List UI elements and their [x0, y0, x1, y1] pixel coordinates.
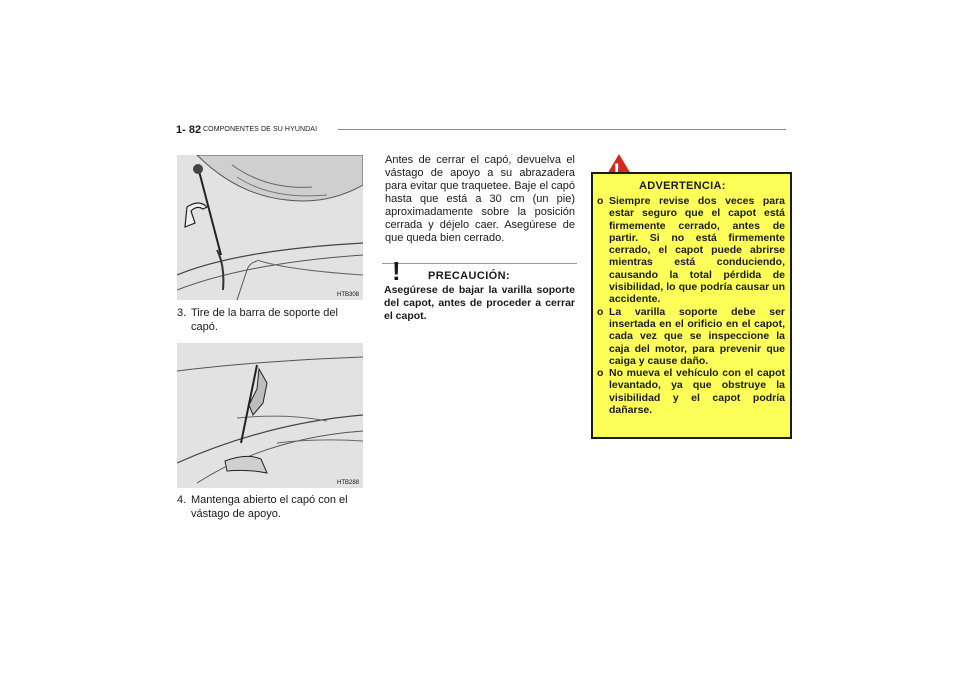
hood-illustration-1: [177, 155, 363, 300]
figure-code: HTB288: [336, 480, 359, 486]
step-text-line2: vástago de apoyo.: [191, 507, 281, 520]
section-title: COMPONENTES DE SU HYUNDAI: [203, 126, 318, 133]
caution-box: [382, 256, 577, 328]
bullet: o: [597, 305, 604, 318]
step-number: 3.: [177, 307, 187, 319]
header-rule: [338, 129, 786, 130]
warning-title: ADVERTENCIA:: [639, 180, 726, 192]
figure-hood-open: [177, 155, 363, 300]
exclamation-icon: !: [392, 256, 401, 286]
figure-support-rod: [177, 343, 363, 488]
step-number: 4.: [177, 494, 187, 506]
bullet: o: [597, 195, 604, 207]
page-number: 1- 82: [176, 124, 202, 136]
warning-box: [591, 172, 792, 439]
caution-text: Asegúrese de bajar la varilla soporte del capot, antes de proceder a cerrar el capot.: [384, 284, 575, 322]
hood-illustration-2: [177, 343, 363, 488]
warning-item: [597, 306, 785, 367]
warning-item-text: No mueva el vehículo con el capot levantado, ya que obstruye la visibilidad y el capot podría dañarse.: [609, 367, 785, 417]
step-4: [177, 494, 365, 521]
caution-title: PRECAUCIÓN:: [428, 270, 511, 282]
figure-code: HTB308: [336, 292, 359, 298]
warning-item-text: La varilla soporte debe ser insertada en el orificio en el capot, cada vez que se inspeccione la caja del motor, para prevenir que caiga y cause daño.: [609, 305, 785, 367]
warning-item-text: Siempre revise dos veces para estar seguro que el capot está firmemente cerrado, antes de partir. Si no está firmemente cerrado, el capot puede abrirse mientras está conduciendo, causando la total pérdida de visibilidad, lo que podría causar un accidente.: [609, 195, 785, 306]
warning-item: [597, 195, 785, 306]
warning-list: [597, 195, 785, 416]
step-3: [177, 307, 365, 334]
step-text-line1: Tire de la barra de soporte del: [191, 307, 338, 319]
step-text-line2: capó.: [191, 320, 218, 333]
warning-item: [597, 367, 785, 416]
closing-instructions: Antes de cerrar el capó, devuelva el vástago de apoyo a su abrazadera para evitar que traquetee. Baje el capó hasta que está a 30 cm (un pie) aproximadamente sobre la posición cerrada y déjelo caer. Asegúrese de que queda bien cerrado.: [385, 154, 575, 244]
step-text-line1: Mantenga abierto el capó con el: [191, 494, 348, 506]
bullet: o: [597, 367, 604, 380]
